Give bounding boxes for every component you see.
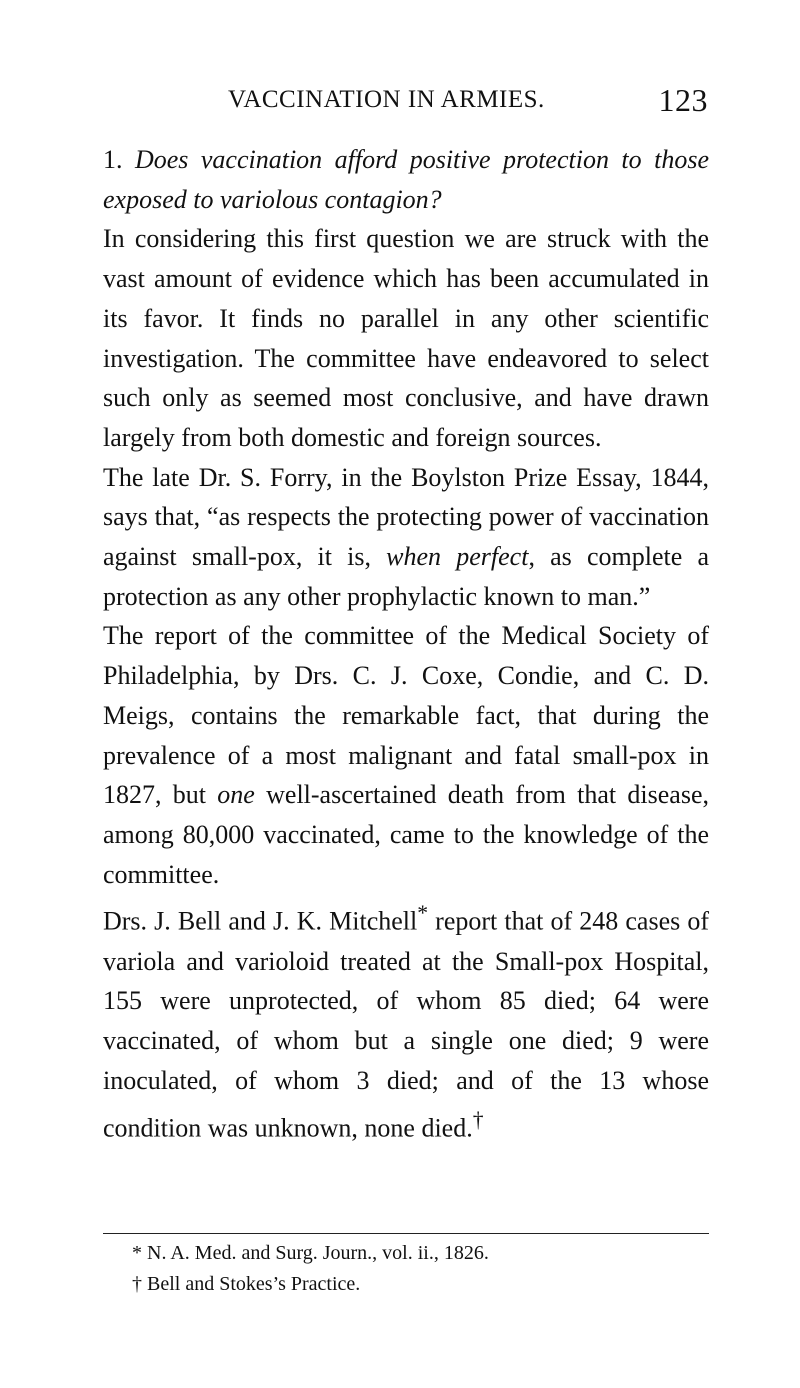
question-text: Does vaccination afford positive protection to those exposed to variolous contagion? xyxy=(103,145,709,214)
paragraph-4-text-b: report that of 248 cases of variola and varioloid treated at the Small-pox Hospital, 155 were unprotected, of whom 85 died; 64 were vaccinated, of whom but a single one died; 9 were inoculated, of whom 3 died; and of the 13 whose condition was unknown, none died. xyxy=(103,907,709,1143)
paragraph-3-text-a: The report of the committee of the Medical Society of Philadelphia, by Drs. C. J. Coxe, Condie, and C. D. Meigs, contains the remarkable fact, that during the prevalence of a most malignant and fatal small-pox in 1827, but xyxy=(103,621,709,810)
footnote-1: * N. A. Med. and Surg. Journ., vol. ii., 1826. xyxy=(132,1242,489,1264)
running-title: VACCINATION IN ARMIES. xyxy=(228,86,545,113)
footnote-2: † Bell and Stokes’s Practice. xyxy=(132,1273,361,1295)
paragraph-3 xyxy=(103,616,709,894)
question-number: 1. xyxy=(103,145,123,174)
page-header xyxy=(228,82,708,122)
paragraph-4 xyxy=(103,894,709,1148)
body-text xyxy=(103,140,709,1148)
question-heading xyxy=(103,140,709,219)
paragraph-2 xyxy=(103,458,709,617)
paragraph-3-text-b: well-ascertained death from that disease, among 80,000 vaccinated, came to the knowledge of the committee. xyxy=(103,780,709,889)
paragraph-3-emphasis: one xyxy=(217,780,255,810)
paragraph-4-text-a: Drs. J. Bell and J. K. Mitchell xyxy=(103,907,418,937)
footnote-ref-asterisk: * xyxy=(417,901,429,926)
page-number: 123 xyxy=(658,82,708,118)
footnotes xyxy=(132,1238,709,1300)
paragraph-2-text-a: The late Dr. S. Forry, in the Boylston Prize Essay, 1844, says that, “as respects the protecting power of vaccination against small-pox, it is, xyxy=(103,462,709,572)
paragraph-1: In considering this first question we are struck with the vast amount of evidence which has been accumulated in its favor. It finds no parallel in any other scientific investigation. The committee have endeavored to select such only as seemed most conclusive, and have drawn largely from both domestic and foreign sources. xyxy=(103,224,709,452)
paragraph-2-emphasis: when perfect xyxy=(386,542,529,572)
footnote-ref-dagger: † xyxy=(472,1107,484,1132)
footnote-divider xyxy=(103,1233,709,1234)
paragraph-2-text-b: , as complete a protection as any other prophylactic known to man.” xyxy=(103,542,709,611)
